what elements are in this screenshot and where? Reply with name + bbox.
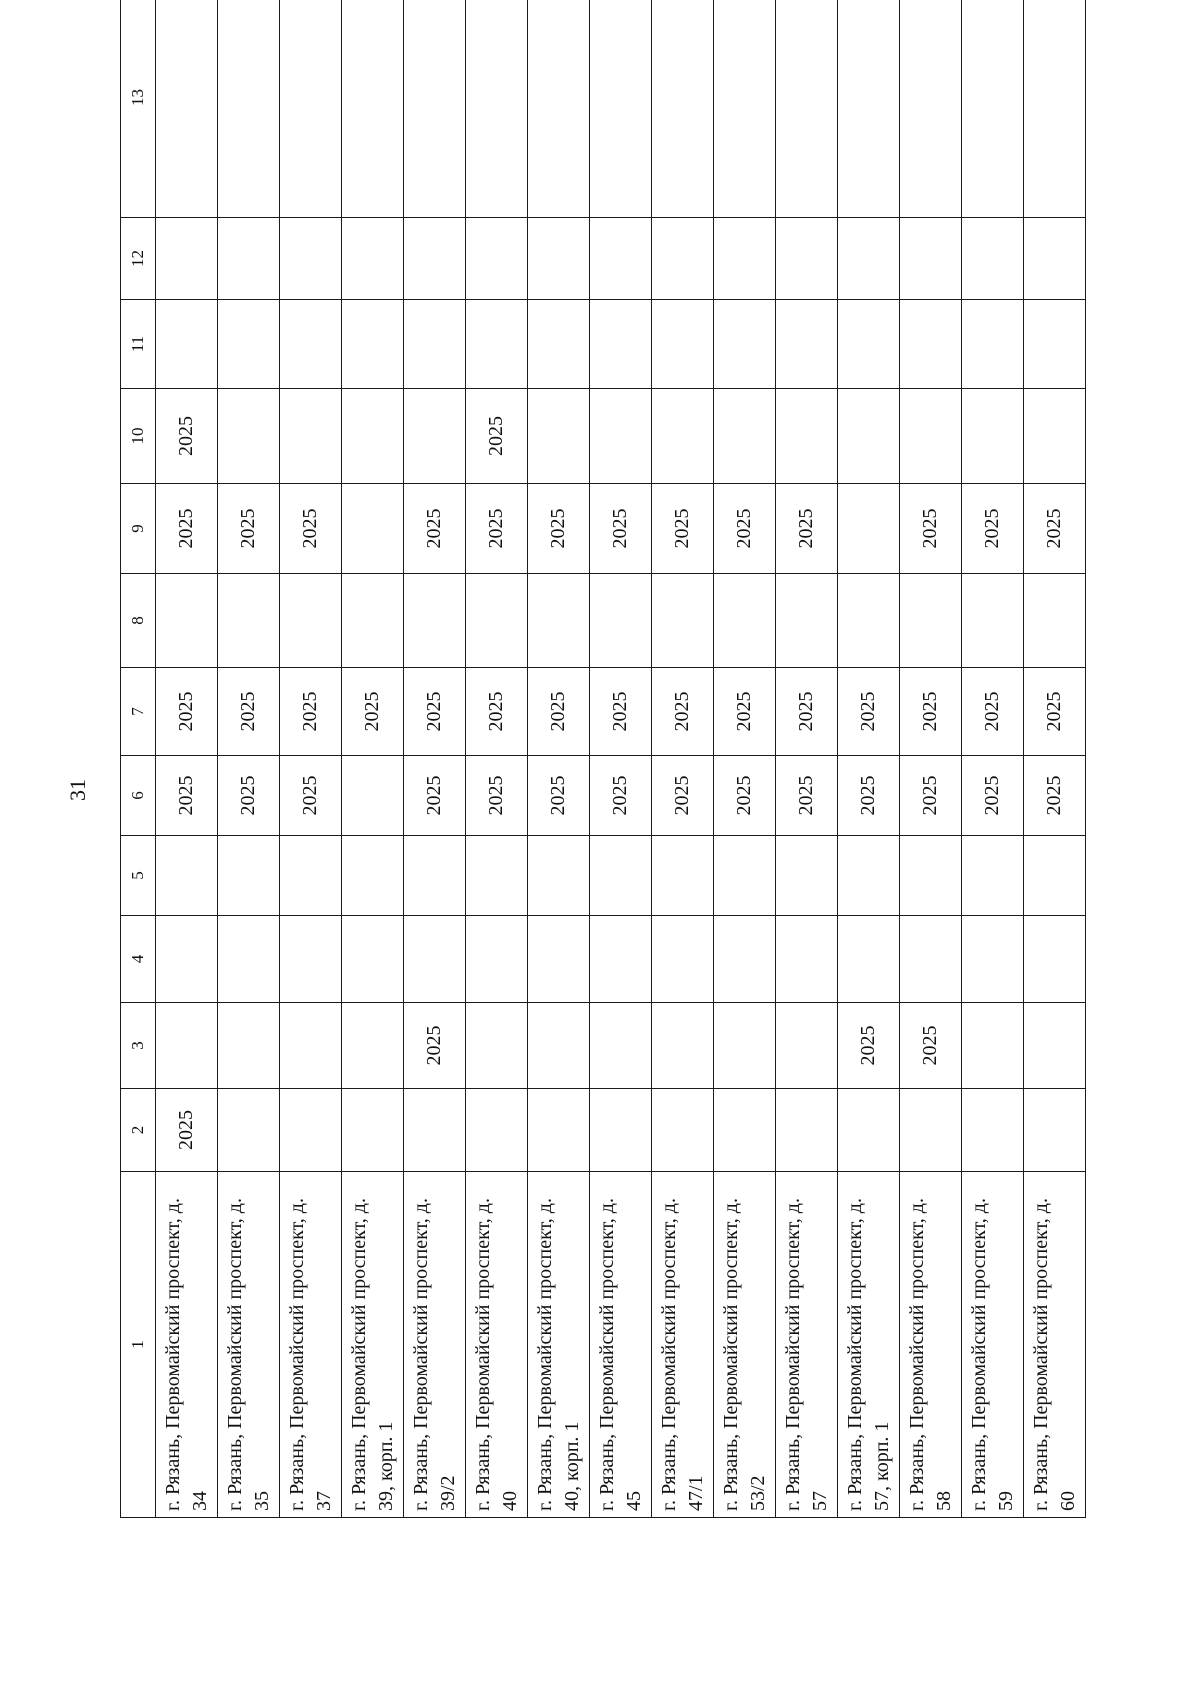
year-cell-col-7: 2025 (838, 668, 900, 756)
year-cell-col-9: 2025 (466, 484, 528, 574)
year-cell-col-8 (652, 574, 714, 668)
year-cell-col-5 (156, 836, 218, 916)
year-cell-col-12 (528, 218, 590, 300)
year-cell-col-2 (838, 1089, 900, 1172)
year-cell-col-3 (714, 1003, 776, 1089)
year-cell-col-8 (962, 574, 1024, 668)
table-body (121, 0, 1086, 1518)
year-cell-col-5 (714, 836, 776, 916)
year-cell-col-12 (776, 218, 838, 300)
year-cell-col-2 (466, 1089, 528, 1172)
year-cell-col-8 (404, 574, 466, 668)
year-cell-col-2 (900, 1089, 962, 1172)
year-cell-col-3 (1024, 1003, 1086, 1089)
year-cell-col-3 (156, 1003, 218, 1089)
year-cell-col-8 (1024, 574, 1086, 668)
year-cell-col-5 (466, 836, 528, 916)
column-header-12: 12 (121, 218, 156, 300)
year-cell-col-12 (342, 218, 404, 300)
page-number: 31 (65, 779, 90, 801)
year-cell-col-12 (280, 218, 342, 300)
year-cell-col-8 (590, 574, 652, 668)
year-cell-col-11 (528, 300, 590, 389)
year-cell-col-9: 2025 (404, 484, 466, 574)
year-cell-col-6: 2025 (404, 756, 466, 836)
address-cell: г. Рязань, Первомайский проспект, д. 53/2 (714, 1172, 776, 1518)
year-cell-col-13 (156, 0, 218, 218)
year-cell-col-12 (218, 218, 280, 300)
table-row (652, 0, 714, 1518)
year-cell-col-13 (280, 0, 342, 218)
year-cell-col-13 (528, 0, 590, 218)
year-cell-col-5 (590, 836, 652, 916)
year-cell-col-13 (714, 0, 776, 218)
year-cell-col-7: 2025 (652, 668, 714, 756)
year-cell-col-11 (590, 300, 652, 389)
table-row (962, 0, 1024, 1518)
year-cell-col-4 (652, 916, 714, 1003)
year-cell-col-3 (342, 1003, 404, 1089)
year-cell-col-13 (342, 0, 404, 218)
year-cell-col-13 (590, 0, 652, 218)
year-cell-col-12 (838, 218, 900, 300)
column-header-3: 3 (121, 1003, 156, 1089)
table-row (156, 0, 218, 1518)
year-cell-col-13 (1024, 0, 1086, 218)
year-cell-col-10 (528, 389, 590, 484)
year-cell-col-7: 2025 (590, 668, 652, 756)
column-header-10: 10 (121, 389, 156, 484)
year-cell-col-13 (466, 0, 528, 218)
column-header-7: 7 (121, 668, 156, 756)
year-cell-col-4 (156, 916, 218, 1003)
year-cell-col-10 (714, 389, 776, 484)
year-cell-col-5 (218, 836, 280, 916)
year-cell-col-6: 2025 (900, 756, 962, 836)
year-cell-col-10 (652, 389, 714, 484)
year-cell-col-13 (838, 0, 900, 218)
year-cell-col-4 (590, 916, 652, 1003)
year-cell-col-6: 2025 (776, 756, 838, 836)
year-cell-col-7: 2025 (218, 668, 280, 756)
year-cell-col-8 (900, 574, 962, 668)
year-cell-col-6: 2025 (280, 756, 342, 836)
year-cell-col-4 (342, 916, 404, 1003)
year-cell-col-2 (218, 1089, 280, 1172)
table-row (590, 0, 652, 1518)
year-cell-col-9: 2025 (218, 484, 280, 574)
year-cell-col-2 (528, 1089, 590, 1172)
year-cell-col-8 (776, 574, 838, 668)
year-cell-col-11 (342, 300, 404, 389)
year-cell-col-4 (218, 916, 280, 1003)
table-row (714, 0, 776, 1518)
year-cell-col-12 (466, 218, 528, 300)
year-cell-col-3 (590, 1003, 652, 1089)
year-cell-col-8 (714, 574, 776, 668)
year-cell-col-10 (838, 389, 900, 484)
year-cell-col-9 (838, 484, 900, 574)
year-cell-col-5 (776, 836, 838, 916)
year-cell-col-13 (652, 0, 714, 218)
year-cell-col-2 (1024, 1089, 1086, 1172)
year-cell-col-11 (962, 300, 1024, 389)
year-cell-col-12 (652, 218, 714, 300)
year-cell-col-2 (590, 1089, 652, 1172)
year-cell-col-12 (900, 218, 962, 300)
year-cell-col-11 (156, 300, 218, 389)
year-cell-col-4 (528, 916, 590, 1003)
address-cell: г. Рязань, Первомайский проспект, д. 39/2 (404, 1172, 466, 1518)
year-cell-col-11 (466, 300, 528, 389)
address-cell: г. Рязань, Первомайский проспект, д. 40 (466, 1172, 528, 1518)
table-row (404, 0, 466, 1518)
year-cell-col-7: 2025 (404, 668, 466, 756)
year-cell-col-13 (962, 0, 1024, 218)
year-cell-col-6: 2025 (1024, 756, 1086, 836)
year-cell-col-7: 2025 (1024, 668, 1086, 756)
year-cell-col-5 (404, 836, 466, 916)
year-cell-col-6: 2025 (590, 756, 652, 836)
year-cell-col-12 (590, 218, 652, 300)
year-cell-col-5 (652, 836, 714, 916)
rotated-table-wrapper (120, 58, 1080, 1518)
year-cell-col-10 (900, 389, 962, 484)
year-cell-col-9 (342, 484, 404, 574)
year-cell-col-3 (528, 1003, 590, 1089)
year-cell-col-7: 2025 (528, 668, 590, 756)
year-cell-col-13 (404, 0, 466, 218)
year-cell-col-2 (280, 1089, 342, 1172)
year-cell-col-5 (528, 836, 590, 916)
address-cell: г. Рязань, Первомайский проспект, д. 57 (776, 1172, 838, 1518)
year-cell-col-12 (156, 218, 218, 300)
year-cell-col-3 (280, 1003, 342, 1089)
year-cell-col-7: 2025 (280, 668, 342, 756)
year-cell-col-7: 2025 (776, 668, 838, 756)
year-cell-col-9: 2025 (590, 484, 652, 574)
year-cell-col-11 (900, 300, 962, 389)
table-row (1024, 0, 1086, 1518)
year-cell-col-10: 2025 (156, 389, 218, 484)
year-cell-col-2 (652, 1089, 714, 1172)
year-cell-col-4 (466, 916, 528, 1003)
year-cell-col-10 (342, 389, 404, 484)
year-cell-col-7: 2025 (466, 668, 528, 756)
column-header-2: 2 (121, 1089, 156, 1172)
year-cell-col-8 (218, 574, 280, 668)
year-cell-col-4 (900, 916, 962, 1003)
table-row (776, 0, 838, 1518)
year-cell-col-10 (1024, 389, 1086, 484)
year-cell-col-8 (838, 574, 900, 668)
address-cell: г. Рязань, Первомайский проспект, д. 47/1 (652, 1172, 714, 1518)
year-cell-col-11 (776, 300, 838, 389)
year-cell-col-4 (962, 916, 1024, 1003)
year-cell-col-9: 2025 (528, 484, 590, 574)
year-cell-col-12 (404, 218, 466, 300)
address-cell: г. Рязань, Первомайский проспект, д. 57, корп. 1 (838, 1172, 900, 1518)
year-cell-col-9: 2025 (962, 484, 1024, 574)
year-cell-col-12 (962, 218, 1024, 300)
year-cell-col-4 (776, 916, 838, 1003)
table-row (280, 0, 342, 1518)
year-cell-col-4 (838, 916, 900, 1003)
year-cell-col-9: 2025 (280, 484, 342, 574)
address-cell: г. Рязань, Первомайский проспект, д. 60 (1024, 1172, 1086, 1518)
year-cell-col-10 (590, 389, 652, 484)
year-cell-col-4 (404, 916, 466, 1003)
year-cell-col-12 (714, 218, 776, 300)
year-cell-col-2 (342, 1089, 404, 1172)
year-cell-col-13 (900, 0, 962, 218)
table-row (342, 0, 404, 1518)
column-header-8: 8 (121, 574, 156, 668)
address-cell: г. Рязань, Первомайский проспект, д. 58 (900, 1172, 962, 1518)
year-cell-col-2 (714, 1089, 776, 1172)
address-cell: г. Рязань, Первомайский проспект, д. 39, корп. 1 (342, 1172, 404, 1518)
year-cell-col-10 (218, 389, 280, 484)
year-cell-col-3 (466, 1003, 528, 1089)
year-cell-col-3: 2025 (838, 1003, 900, 1089)
year-cell-col-2: 2025 (156, 1089, 218, 1172)
year-cell-col-6: 2025 (962, 756, 1024, 836)
year-cell-col-8 (342, 574, 404, 668)
year-cell-col-11 (714, 300, 776, 389)
year-cell-col-10 (280, 389, 342, 484)
table-row (528, 0, 590, 1518)
year-cell-col-3 (218, 1003, 280, 1089)
address-cell: г. Рязань, Первомайский проспект, д. 59 (962, 1172, 1024, 1518)
year-cell-col-13 (218, 0, 280, 218)
year-cell-col-9: 2025 (1024, 484, 1086, 574)
year-cell-col-8 (280, 574, 342, 668)
year-cell-col-5 (280, 836, 342, 916)
year-cell-col-7: 2025 (156, 668, 218, 756)
year-cell-col-4 (1024, 916, 1086, 1003)
year-cell-col-6: 2025 (528, 756, 590, 836)
column-header-5: 5 (121, 836, 156, 916)
year-cell-col-10 (404, 389, 466, 484)
year-cell-col-4 (714, 916, 776, 1003)
table-row (838, 0, 900, 1518)
year-cell-col-3 (776, 1003, 838, 1089)
table-row (466, 0, 528, 1518)
year-cell-col-8 (156, 574, 218, 668)
year-cell-col-6: 2025 (156, 756, 218, 836)
address-cell: г. Рязань, Первомайский проспект, д. 35 (218, 1172, 280, 1518)
year-cell-col-8 (528, 574, 590, 668)
address-cell: г. Рязань, Первомайский проспект, д. 45 (590, 1172, 652, 1518)
column-header-1: 1 (121, 1172, 156, 1518)
column-header-9: 9 (121, 484, 156, 574)
year-cell-col-4 (280, 916, 342, 1003)
year-cell-col-3: 2025 (900, 1003, 962, 1089)
year-cell-col-11 (404, 300, 466, 389)
year-cell-col-2 (962, 1089, 1024, 1172)
year-cell-col-3: 2025 (404, 1003, 466, 1089)
column-header-4: 4 (121, 916, 156, 1003)
year-cell-col-2 (404, 1089, 466, 1172)
year-cell-col-10: 2025 (466, 389, 528, 484)
column-header-13: 13 (121, 0, 156, 218)
address-cell: г. Рязань, Первомайский проспект, д. 34 (156, 1172, 218, 1518)
year-cell-col-11 (838, 300, 900, 389)
year-cell-col-5 (342, 836, 404, 916)
year-cell-col-9: 2025 (156, 484, 218, 574)
year-cell-col-11 (1024, 300, 1086, 389)
year-cell-col-6: 2025 (218, 756, 280, 836)
address-cell: г. Рязань, Первомайский проспект, д. 40, корп. 1 (528, 1172, 590, 1518)
column-header-6: 6 (121, 756, 156, 836)
year-cell-col-5 (838, 836, 900, 916)
year-cell-col-5 (1024, 836, 1086, 916)
year-cell-col-3 (962, 1003, 1024, 1089)
year-cell-col-6: 2025 (466, 756, 528, 836)
data-table (120, 0, 1086, 1518)
year-cell-col-9: 2025 (714, 484, 776, 574)
header-row (121, 0, 156, 1518)
year-cell-col-9: 2025 (652, 484, 714, 574)
table-row (218, 0, 280, 1518)
year-cell-col-11 (652, 300, 714, 389)
year-cell-col-6: 2025 (714, 756, 776, 836)
year-cell-col-11 (218, 300, 280, 389)
year-cell-col-5 (962, 836, 1024, 916)
address-cell: г. Рязань, Первомайский проспект, д. 37 (280, 1172, 342, 1518)
year-cell-col-9: 2025 (776, 484, 838, 574)
year-cell-col-10 (962, 389, 1024, 484)
year-cell-col-7: 2025 (342, 668, 404, 756)
year-cell-col-12 (1024, 218, 1086, 300)
year-cell-col-7: 2025 (962, 668, 1024, 756)
year-cell-col-7: 2025 (714, 668, 776, 756)
year-cell-col-2 (776, 1089, 838, 1172)
year-cell-col-5 (900, 836, 962, 916)
year-cell-col-11 (280, 300, 342, 389)
year-cell-col-13 (776, 0, 838, 218)
year-cell-col-6: 2025 (652, 756, 714, 836)
year-cell-col-8 (466, 574, 528, 668)
year-cell-col-9: 2025 (900, 484, 962, 574)
year-cell-col-6 (342, 756, 404, 836)
table-row (900, 0, 962, 1518)
year-cell-col-10 (776, 389, 838, 484)
column-header-11: 11 (121, 300, 156, 389)
year-cell-col-6: 2025 (838, 756, 900, 836)
year-cell-col-3 (652, 1003, 714, 1089)
year-cell-col-7: 2025 (900, 668, 962, 756)
